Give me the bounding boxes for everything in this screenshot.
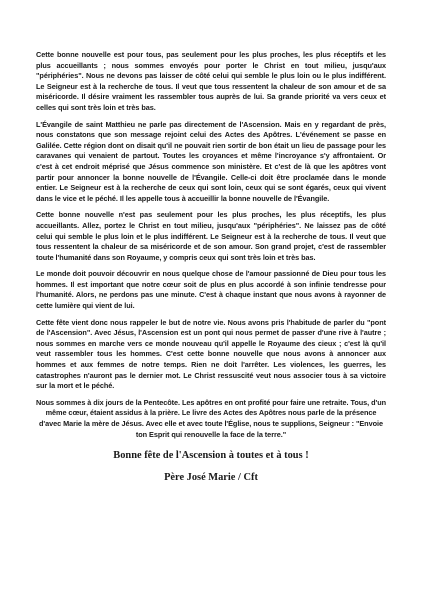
paragraph-portez-le-christ: Cette bonne nouvelle n'est pas seulement pour les plus proches, les plus réceptifs, les plus accueillants. Allez, portez le Christ en tout milieu, jusqu'aux "périphéries". Ne laissez pas de côté celui qui semble le plus loin et le plus indifférent. Le Seigneur est à la recherche de tous. Il veut que tous ressentent la chaleur de sa miséricorde et de son amour. Son grand projet, c'est de rassembler toute l'humanité dans son Royaume, y compris ceux qui sont très loin et très bas. <box>36 210 386 262</box>
signature: Père José Marie / Cft <box>164 472 258 484</box>
paragraph-pentecote: Nous sommes à dix jours de la Pentecôte. Les apôtres en ont profité pour faire une retraite. Tous, d'un même cœur, étaient assidus à la prière. Le livre des Actes des Apôtres nous parle de la présence d'avec Marie la mère de Jésus. Avec elle et avec toute l'Église, nous te supplions, Seigneur : "Envoie ton Esprit qui renouvelle la face de la terre." <box>36 397 387 439</box>
document-page <box>36 50 386 484</box>
paragraph-pont-ascension: Cette fête vient donc nous rappeler le but de notre vie. Nous avons pris l'habitude de parler du "pont de l'Ascension". Avec Jésus, l'Ascension est un pont qui nous permet de passer d'une rive à l'autre ; nous sommes en marche vers ce monde nouveau qu'il appelle le Royaume des cieux ; c'est là qu'il veut rassembler tous les hommes. C'est cette bonne nouvelle que nous avons à annoncer aux hommes et aux femmes de notre temps. Rien ne doit l'arrêter. Les violences, les guerres, les catastrophes n'auront pas le dernier mot. Le Christ ressuscité veut nous associer tous à sa victoire sur la mort et le péché. <box>36 317 386 391</box>
closing-greeting: Bonne fête de l'Ascension à toutes et à tous ! <box>113 450 309 462</box>
paragraph-evangile-matthieu: L'Évangile de saint Matthieu ne parle pas directement de l'Ascension. Mais en y regardant de près, nous constatons que son message rejoint celui des Actes des Apôtres. L'événement se passe en Galilée. Cette région dont on disait qu'il ne pouvait rien sortir de bon était un lieu de passage pour les caravanes qui venaient de partout. Toutes les croyances et même l'incroyance s'y affrontaient. Or c'est à cet endroit méprisé que Jésus commence son ministère. Et c'est de là que les apôtres vont partir pour annoncer la bonne nouvelle de l'Évangile. Celle-ci doit être proclamée dans le monde entier. Le Seigneur est à la recherche de ceux qui sont loin, ceux qui se sont égarés, ceux qui vivent dans le vice et le péché. Il les appelle tous à accueillir la bonne nouvelle de l'Évangile. <box>36 119 386 203</box>
paragraph-amour-de-dieu: Le monde doit pouvoir découvrir en nous quelque chose de l'amour passionné de Dieu pour tous les hommes. Il est important que notre cœur soit de plus en plus accordé à son infinie tendresse pour l'humanité. Alors, ne perdons pas une minute. C'est à chaque instant que nous avons à rayonner de cette lumière qui vient de lui. <box>36 269 386 311</box>
paragraph-bonne-nouvelle: Cette bonne nouvelle est pour tous, pas seulement pour les plus proches, les plus réceptifs et les plus accueillants ; nous sommes envoyés pour porter le Christ en tout milieu, jusqu'aux "périphéries". Nous ne devons pas laisser de côté celui qui semble le plus loin ou le plus indifférent. Le Seigneur est à la recherche de tous. Il veut que tous ressentent la chaleur de son amour et de sa miséricorde. Il désire vraiment les rassembler tous auprès de lui. Sa grande priorité va vers ceux et celles qui sont très loin et très bas. <box>36 50 386 112</box>
